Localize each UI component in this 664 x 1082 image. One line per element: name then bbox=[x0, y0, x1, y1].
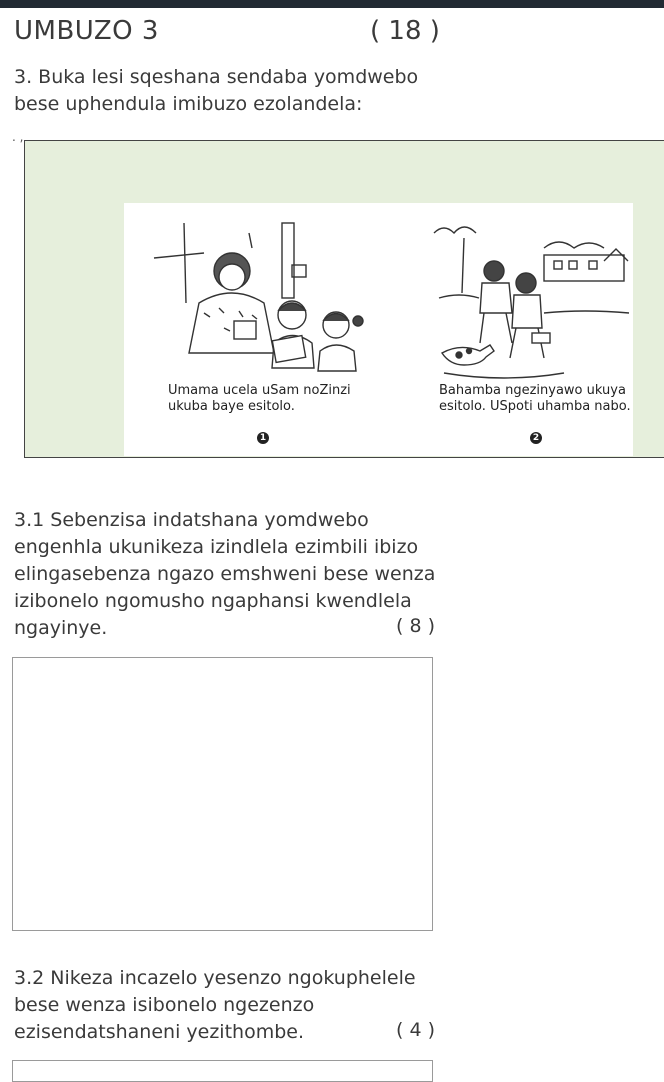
instruction-text: 3. Buka lesi sqeshana sendaba yomdwebo bese uphendula imibuzo ezolandela: bbox=[14, 66, 419, 115]
total-marks: ( 18 ) bbox=[370, 16, 440, 46]
question-3-2-marks: ( 4 ) bbox=[396, 1019, 435, 1041]
panel-1-caption: Umama ucela uSam noZinzi ukuba baye esitolo. bbox=[168, 383, 351, 414]
answer-box-3-2[interactable] bbox=[12, 1060, 433, 1082]
comic-illustration bbox=[124, 203, 633, 456]
panel-2-number: 2 bbox=[530, 432, 542, 444]
section-title: UMBUZO 3 bbox=[14, 16, 159, 46]
answer-box-3-1[interactable] bbox=[12, 657, 433, 931]
panel-2-drawing bbox=[434, 227, 629, 378]
top-bar bbox=[0, 0, 664, 8]
question-3-2-text: 3.2 Nikeza incazelo yesenzo ngokuphelele bese wenza isibonelo ngezenzo ezisendatshaneni yezithombe. bbox=[14, 967, 416, 1043]
stray-marker: . , bbox=[12, 130, 24, 144]
question-3-1-text: 3.1 Sebenzisa indatshana yomdwebo engenhla ukunikeza izindlela ezimbili ibizo elingasebenza ngazo emshweni bese wenza izibonelo ngomusho ngaphansi kwendlela ngayinye. bbox=[14, 509, 436, 639]
question-3-1-marks: ( 8 ) bbox=[396, 615, 435, 637]
panel-1-drawing bbox=[154, 223, 363, 371]
panel-2-caption: Bahamba ngezinyawo ukuya esitolo. USpoti uhamba nabo. bbox=[439, 383, 631, 414]
comic-strip-image bbox=[124, 203, 633, 456]
panel-1-number: 1 bbox=[257, 432, 269, 444]
